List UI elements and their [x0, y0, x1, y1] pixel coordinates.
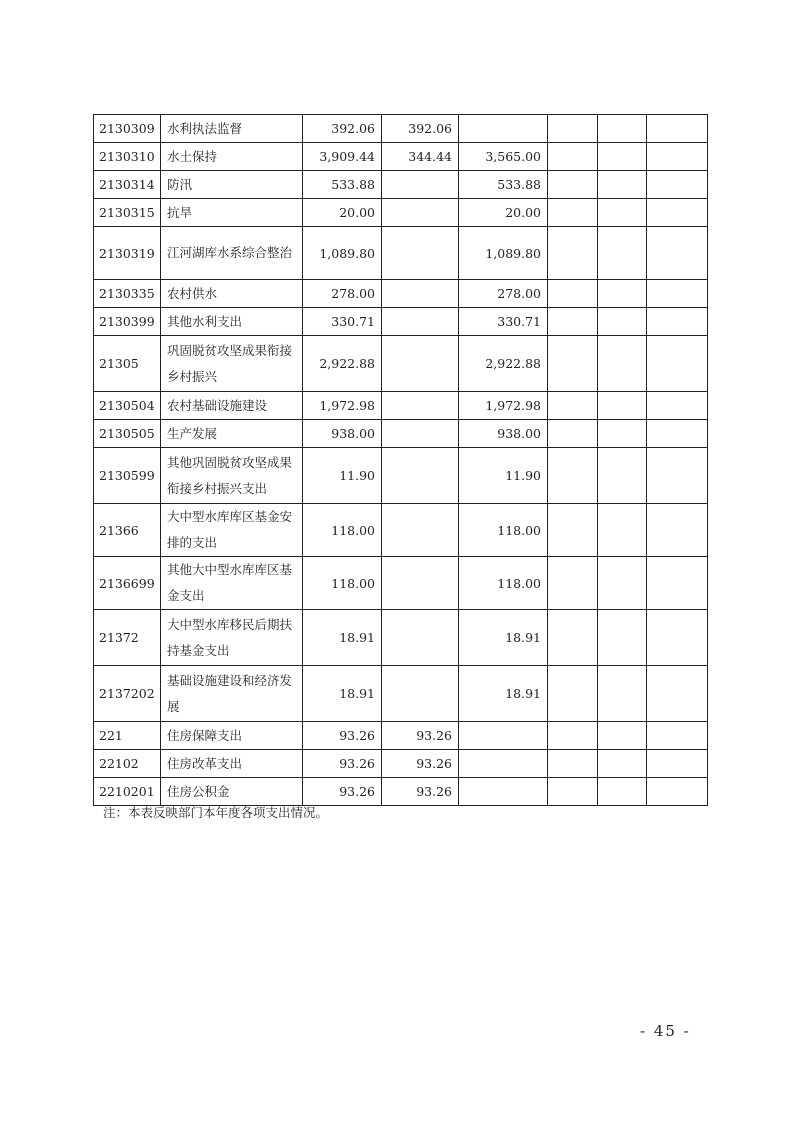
amount-c4 — [548, 227, 598, 280]
expenditure-table — [93, 114, 708, 806]
amount-c4 — [548, 778, 598, 806]
table-row — [94, 778, 708, 806]
amount-c5 — [598, 420, 647, 448]
subject-code: 2130319 — [94, 227, 161, 280]
subject-code: 2130309 — [94, 115, 161, 143]
amount-c2 — [382, 227, 459, 280]
amount-c5 — [598, 504, 647, 557]
amount-c2: 93.26 — [382, 722, 459, 750]
amount-c4 — [548, 557, 598, 610]
amount-c6 — [647, 308, 708, 336]
subject-name: 抗旱 — [161, 199, 303, 227]
amount-c6 — [647, 610, 708, 666]
amount-c6 — [647, 722, 708, 750]
amount-c5 — [598, 199, 647, 227]
amount-c2 — [382, 666, 459, 722]
amount-c4 — [548, 504, 598, 557]
amount-c1: 18.91 — [303, 666, 382, 722]
amount-c6 — [647, 504, 708, 557]
amount-c1: 93.26 — [303, 722, 382, 750]
amount-c3: 2,922.88 — [459, 336, 548, 392]
amount-c1: 118.00 — [303, 557, 382, 610]
amount-c3: 938.00 — [459, 420, 548, 448]
subject-name: 巩固脱贫攻坚成果衔接乡村振兴 — [161, 336, 303, 392]
amount-c4 — [548, 420, 598, 448]
amount-c1: 18.91 — [303, 610, 382, 666]
amount-c3: 18.91 — [459, 610, 548, 666]
subject-name: 基础设施建设和经济发展 — [161, 666, 303, 722]
amount-c4 — [548, 750, 598, 778]
amount-c1: 11.90 — [303, 448, 382, 504]
amount-c2 — [382, 392, 459, 420]
subject-code: 2130505 — [94, 420, 161, 448]
amount-c3 — [459, 115, 548, 143]
amount-c3: 1,972.98 — [459, 392, 548, 420]
amount-c2: 344.44 — [382, 143, 459, 171]
amount-c2 — [382, 504, 459, 557]
amount-c6 — [647, 420, 708, 448]
amount-c3: 118.00 — [459, 504, 548, 557]
subject-name: 大中型水库移民后期扶持基金支出 — [161, 610, 303, 666]
subject-name: 水利执法监督 — [161, 115, 303, 143]
amount-c1: 20.00 — [303, 199, 382, 227]
subject-code: 2136699 — [94, 557, 161, 610]
amount-c5 — [598, 750, 647, 778]
table-row — [94, 610, 708, 666]
amount-c1: 392.06 — [303, 115, 382, 143]
amount-c4 — [548, 171, 598, 199]
amount-c1: 2,922.88 — [303, 336, 382, 392]
amount-c5 — [598, 143, 647, 171]
amount-c2 — [382, 199, 459, 227]
amount-c4 — [548, 308, 598, 336]
amount-c6 — [647, 143, 708, 171]
amount-c4 — [548, 199, 598, 227]
amount-c5 — [598, 392, 647, 420]
amount-c4 — [548, 610, 598, 666]
amount-c2 — [382, 336, 459, 392]
amount-c6 — [647, 750, 708, 778]
amount-c6 — [647, 778, 708, 806]
subject-name: 其他水利支出 — [161, 308, 303, 336]
amount-c3: 118.00 — [459, 557, 548, 610]
amount-c6 — [647, 227, 708, 280]
amount-c6 — [647, 199, 708, 227]
amount-c1: 330.71 — [303, 308, 382, 336]
table-row — [94, 308, 708, 336]
amount-c2 — [382, 308, 459, 336]
amount-c3: 330.71 — [459, 308, 548, 336]
subject-code: 2210201 — [94, 778, 161, 806]
table-row — [94, 227, 708, 280]
table-row — [94, 750, 708, 778]
table-row — [94, 722, 708, 750]
amount-c5 — [598, 666, 647, 722]
amount-c4 — [548, 448, 598, 504]
amount-c5 — [598, 115, 647, 143]
amount-c3: 533.88 — [459, 171, 548, 199]
amount-c6 — [647, 171, 708, 199]
subject-name: 住房改革支出 — [161, 750, 303, 778]
subject-name: 江河湖库水系综合整治 — [161, 227, 303, 280]
amount-c6 — [647, 392, 708, 420]
amount-c4 — [548, 722, 598, 750]
subject-name: 生产发展 — [161, 420, 303, 448]
amount-c4 — [548, 336, 598, 392]
amount-c3: 3,565.00 — [459, 143, 548, 171]
amount-c1: 118.00 — [303, 504, 382, 557]
subject-name: 农村基础设施建设 — [161, 392, 303, 420]
amount-c6 — [647, 557, 708, 610]
subject-code: 21305 — [94, 336, 161, 392]
amount-c1: 533.88 — [303, 171, 382, 199]
table-row — [94, 171, 708, 199]
amount-c4 — [548, 280, 598, 308]
amount-c5 — [598, 308, 647, 336]
amount-c4 — [548, 392, 598, 420]
amount-c6 — [647, 280, 708, 308]
amount-c3: 18.91 — [459, 666, 548, 722]
subject-code: 2130599 — [94, 448, 161, 504]
table-row — [94, 143, 708, 171]
table-row — [94, 199, 708, 227]
amount-c1: 3,909.44 — [303, 143, 382, 171]
amount-c4 — [548, 115, 598, 143]
amount-c5 — [598, 227, 647, 280]
table-row — [94, 504, 708, 557]
table-row — [94, 392, 708, 420]
amount-c2: 93.26 — [382, 778, 459, 806]
subject-name: 其他巩固脱贫攻坚成果衔接乡村振兴支出 — [161, 448, 303, 504]
subject-code: 2130399 — [94, 308, 161, 336]
amount-c3: 20.00 — [459, 199, 548, 227]
subject-code: 2130335 — [94, 280, 161, 308]
amount-c1: 1,972.98 — [303, 392, 382, 420]
amount-c6 — [647, 115, 708, 143]
amount-c6 — [647, 666, 708, 722]
subject-code: 2130504 — [94, 392, 161, 420]
amount-c5 — [598, 610, 647, 666]
amount-c1: 938.00 — [303, 420, 382, 448]
subject-code: 21372 — [94, 610, 161, 666]
amount-c3 — [459, 722, 548, 750]
amount-c3 — [459, 750, 548, 778]
subject-name: 农村供水 — [161, 280, 303, 308]
amount-c5 — [598, 778, 647, 806]
subject-code: 2137202 — [94, 666, 161, 722]
subject-name: 水土保持 — [161, 143, 303, 171]
table-row — [94, 420, 708, 448]
subject-name: 住房保障支出 — [161, 722, 303, 750]
table-row — [94, 115, 708, 143]
amount-c5 — [598, 557, 647, 610]
subject-code: 2130315 — [94, 199, 161, 227]
amount-c6 — [647, 448, 708, 504]
amount-c2 — [382, 171, 459, 199]
amount-c3: 278.00 — [459, 280, 548, 308]
amount-c1: 1,089.80 — [303, 227, 382, 280]
amount-c3: 1,089.80 — [459, 227, 548, 280]
table-row — [94, 448, 708, 504]
amount-c2 — [382, 610, 459, 666]
subject-name: 住房公积金 — [161, 778, 303, 806]
amount-c1: 93.26 — [303, 778, 382, 806]
amount-c5 — [598, 448, 647, 504]
subject-code: 2130310 — [94, 143, 161, 171]
amount-c2 — [382, 280, 459, 308]
amount-c1: 278.00 — [303, 280, 382, 308]
amount-c2 — [382, 557, 459, 610]
subject-name: 防汛 — [161, 171, 303, 199]
subject-code: 21366 — [94, 504, 161, 557]
page-number: - 45 - — [640, 1022, 691, 1040]
amount-c3 — [459, 778, 548, 806]
amount-c4 — [548, 666, 598, 722]
amount-c2 — [382, 420, 459, 448]
table-row — [94, 280, 708, 308]
amount-c5 — [598, 280, 647, 308]
amount-c3: 11.90 — [459, 448, 548, 504]
amount-c4 — [548, 143, 598, 171]
amount-c5 — [598, 171, 647, 199]
amount-c5 — [598, 722, 647, 750]
subject-name: 大中型水库库区基金安排的支出 — [161, 504, 303, 557]
table-note: 注：本表反映部门本年度各项支出情况。 — [103, 805, 329, 820]
table-row — [94, 336, 708, 392]
amount-c2: 93.26 — [382, 750, 459, 778]
table-row — [94, 666, 708, 722]
amount-c1: 93.26 — [303, 750, 382, 778]
amount-c5 — [598, 336, 647, 392]
table-row — [94, 557, 708, 610]
amount-c6 — [647, 336, 708, 392]
subject-code: 22102 — [94, 750, 161, 778]
subject-name: 其他大中型水库库区基金支出 — [161, 557, 303, 610]
subject-code: 221 — [94, 722, 161, 750]
amount-c2: 392.06 — [382, 115, 459, 143]
subject-code: 2130314 — [94, 171, 161, 199]
amount-c2 — [382, 448, 459, 504]
